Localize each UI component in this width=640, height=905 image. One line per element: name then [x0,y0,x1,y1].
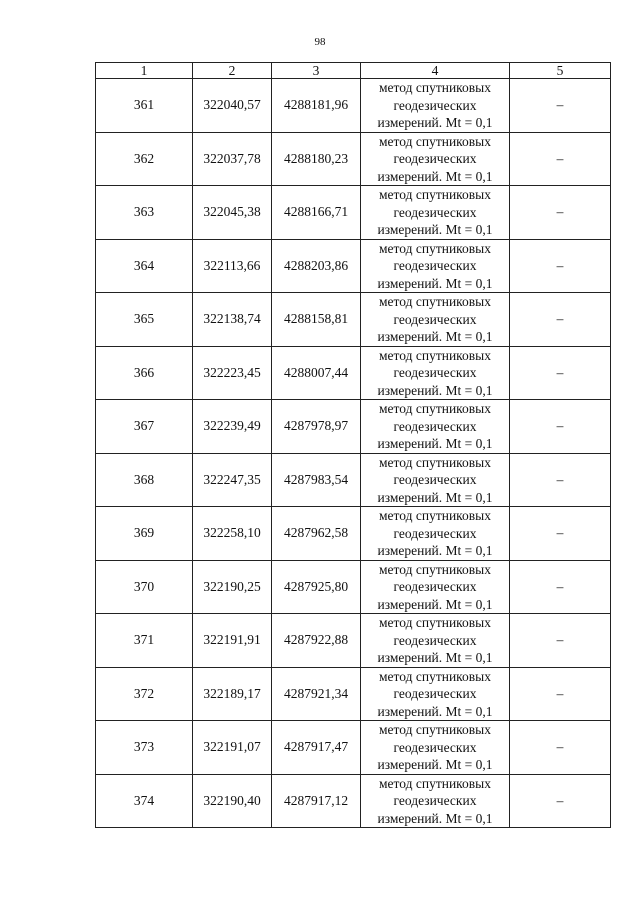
note: – [510,614,611,668]
method-line-3: измерений. Mt = 0,1 [377,650,493,665]
note: – [510,132,611,186]
method-line-3: измерений. Mt = 0,1 [377,810,493,826]
coord-x: 322138,74 [193,293,272,347]
method-line-1: метод спутниковых [379,508,491,523]
method-description [361,186,510,240]
table-row [96,79,611,133]
method-line-1: метод спутниковых [379,722,491,737]
table-row [96,721,611,775]
note: – [510,560,611,614]
method-line-2: геодезических [393,793,477,808]
note: – [510,774,611,828]
coord-x: 322239,49 [193,400,272,454]
method-description [361,346,510,400]
coord-y: 4287922,88 [272,614,361,668]
method-line-2: геодезических [393,686,477,701]
method-line-3: измерений. Mt = 0,1 [377,489,493,505]
point-number: 363 [96,186,193,240]
point-number: 362 [96,132,193,186]
note: – [510,79,611,133]
table-body [96,79,611,828]
note: – [510,239,611,293]
coord-y: 4287921,34 [272,667,361,721]
method-description [361,560,510,614]
point-number: 365 [96,293,193,347]
method-description [361,132,510,186]
method-line-2: геодезических [393,632,477,648]
point-number: 367 [96,400,193,454]
header-col-2: 2 [193,63,272,79]
method-description [361,79,510,133]
method-line-1: метод спутниковых [379,187,491,202]
table-row [96,667,611,721]
coord-x: 322189,17 [193,667,272,721]
coord-x: 322223,45 [193,346,272,400]
coord-y: 4287917,12 [272,774,361,828]
table-row [96,614,611,668]
method-description [361,774,510,828]
method-line-3: измерений. Mt = 0,1 [377,596,493,612]
note: – [510,293,611,347]
method-description [361,293,510,347]
method-line-3: измерений. Mt = 0,1 [377,168,493,184]
method-line-2: геодезических [393,365,477,380]
method-line-2: геодезических [393,525,477,541]
note: – [510,453,611,507]
method-line-1: метод спутниковых [379,668,491,684]
method-line-1: метод спутниковых [379,561,491,577]
note: – [510,186,611,240]
method-line-2: геодезических [393,311,477,327]
method-line-3: измерений. Mt = 0,1 [377,275,493,291]
method-description [361,400,510,454]
method-line-1: метод спутниковых [379,133,491,149]
coord-y: 4287983,54 [272,453,361,507]
coord-x: 322191,07 [193,721,272,775]
method-line-1: метод спутниковых [379,454,491,470]
coord-y: 4288203,86 [272,239,361,293]
table-row [96,453,611,507]
page-number: 98 [314,36,326,48]
method-line-3: измерений. Mt = 0,1 [377,703,493,719]
table-row [96,400,611,454]
coordinates-table [95,62,611,828]
note: – [510,400,611,454]
table-row [96,239,611,293]
coord-y: 4287925,80 [272,560,361,614]
coord-x: 322190,40 [193,774,272,828]
coord-x: 322037,78 [193,132,272,186]
header-col-5: 5 [510,63,611,79]
method-line-2: геодезических [393,204,477,220]
method-line-2: геодезических [393,739,477,755]
method-line-1: метод спутниковых [379,347,491,363]
note: – [510,721,611,775]
method-line-1: метод спутниковых [379,775,491,791]
coord-y: 4287917,47 [272,721,361,775]
method-line-3: измерений. Mt = 0,1 [377,329,493,344]
method-line-3: измерений. Mt = 0,1 [377,436,493,451]
method-line-1: метод спутниковых [379,240,491,256]
method-description [361,507,510,561]
method-line-3: измерений. Mt = 0,1 [377,757,493,772]
coord-x: 322190,25 [193,560,272,614]
method-line-2: геодезических [393,97,477,113]
table-header [96,63,611,79]
header-col-3: 3 [272,63,361,79]
method-description [361,667,510,721]
coord-y: 4288180,23 [272,132,361,186]
coord-x: 322247,35 [193,453,272,507]
point-number: 369 [96,507,193,561]
method-description [361,614,510,668]
table-row [96,186,611,240]
method-line-2: геодезических [393,151,477,166]
point-number: 370 [96,560,193,614]
point-number: 373 [96,721,193,775]
point-number: 364 [96,239,193,293]
header-col-4: 4 [361,63,510,79]
coord-x: 322045,38 [193,186,272,240]
method-line-1: метод спутниковых [379,80,491,95]
coord-x: 322191,91 [193,614,272,668]
point-number: 371 [96,614,193,668]
method-line-3: измерений. Mt = 0,1 [377,543,493,558]
point-number: 372 [96,667,193,721]
point-number: 361 [96,79,193,133]
coord-y: 4288181,96 [272,79,361,133]
coord-y: 4288158,81 [272,293,361,347]
method-line-2: геодезических [393,579,477,594]
method-description [361,239,510,293]
method-line-3: измерений. Mt = 0,1 [377,115,493,130]
table-row [96,132,611,186]
coord-y: 4287978,97 [272,400,361,454]
note: – [510,346,611,400]
point-number: 374 [96,774,193,828]
coord-x: 322258,10 [193,507,272,561]
coord-x: 322040,57 [193,79,272,133]
table-row [96,346,611,400]
method-line-3: измерений. Mt = 0,1 [377,222,493,237]
coord-y: 4287962,58 [272,507,361,561]
table-row [96,560,611,614]
table-row [96,774,611,828]
coord-y: 4288007,44 [272,346,361,400]
method-line-1: метод спутниковых [379,615,491,630]
table-row [96,507,611,561]
method-line-2: геодезических [393,472,477,487]
method-description [361,453,510,507]
note: – [510,667,611,721]
header-col-1: 1 [96,63,193,79]
method-line-1: метод спутниковых [379,294,491,309]
table-row [96,293,611,347]
method-line-3: измерений. Mt = 0,1 [377,382,493,398]
coord-x: 322113,66 [193,239,272,293]
method-line-2: геодезических [393,258,477,273]
header-row [96,63,611,79]
point-number: 368 [96,453,193,507]
point-number: 366 [96,346,193,400]
method-line-2: геодезических [393,418,477,434]
coord-y: 4288166,71 [272,186,361,240]
note: – [510,507,611,561]
method-description [361,721,510,775]
method-line-1: метод спутниковых [379,401,491,416]
